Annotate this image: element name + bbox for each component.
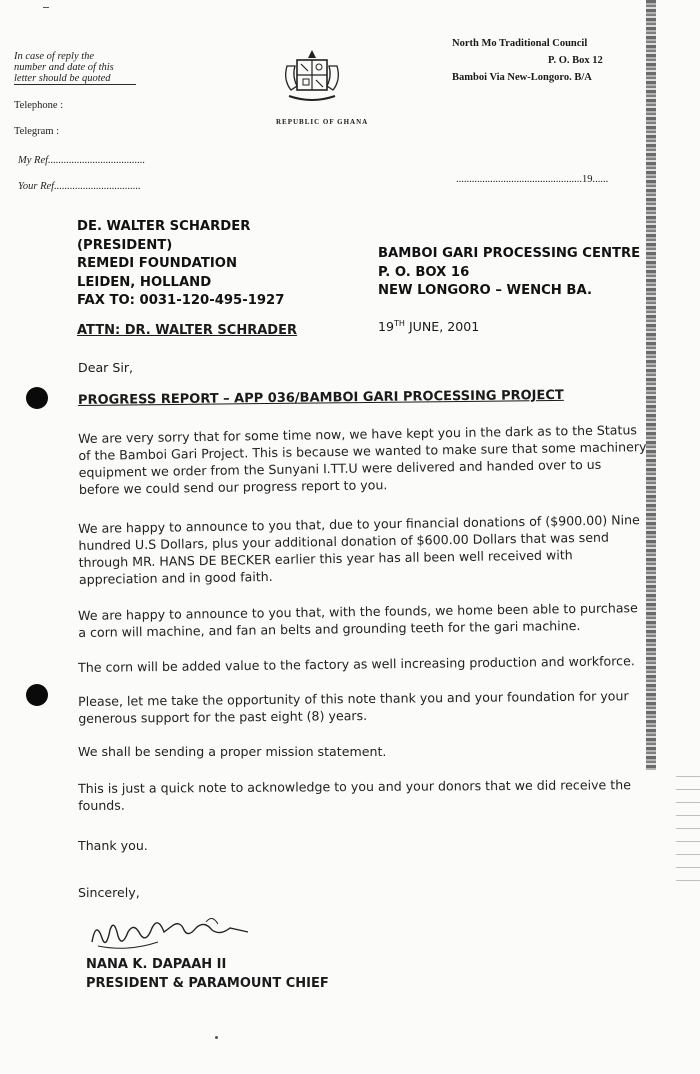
my-ref-label: My Ref..................................... [18,155,146,166]
date-rest: JUNE, 2001 [404,319,480,335]
recipient-line: LEIDEN, HOLLAND [77,274,212,290]
paragraph-line: generous support for the past eight (8) years. [78,707,368,726]
paragraph-7 [78,776,631,814]
scan-speck [43,7,49,8]
council-box: P. O. Box 12 [548,55,603,66]
reply-note-underline [14,84,136,85]
date-line: ................................................19...... [456,174,609,185]
recipient-line: DE. WALTER SCHARDER [77,219,251,234]
paragraph-6 [78,743,386,760]
sender-line: P. O. BOX 16 [378,264,470,280]
reply-note [14,51,114,84]
republic-label: REPUBLIC OF GHANA [276,118,369,126]
telephone-label: Telephone : [14,100,64,111]
paragraph-line: We are happy to announce to you that, due to your financial donations of ($900.00) Nine [78,512,640,536]
sender-line: BAMBOI GARI PROCESSING CENTRE [378,246,641,261]
paragraph-line: founds. [78,797,125,813]
paragraph-3 [78,599,638,641]
scan-noise [676,770,700,890]
sender-block [378,245,640,301]
paragraph-line: hundred U.S Dollars, plus your additional donation of $600.00 Dollars that was send [78,529,610,553]
closing: Sincerely, [78,885,140,900]
paragraph-line: equipment we order from the Sunyani I.TT.U were delivered and handed over to us [78,456,602,480]
signatory-name: NANA K. DAPAAH II [86,957,227,972]
paragraph-line: We shall be sending a proper mission statement. [78,744,387,759]
paragraph-line: Please, let me take the opportunity of this note thank you and your foundation for your [78,688,629,709]
telegram-label: Telegram : [14,126,60,137]
your-ref-label: Your Ref................................. [18,181,141,192]
punch-hole-bottom [26,684,48,706]
recipient-block [77,218,284,311]
recipient-line: REMEDI FOUNDATION [77,256,237,271]
paragraph-line: a corn will machine, and fan an belts and grounding teeth for the gari machine. [78,617,581,640]
subject-line: PROGRESS REPORT – APP 036/BAMBOI GARI PROCESSING PROJECT [77,387,564,408]
paragraph-line: The corn will be added value to the factory as well increasing production and workforce. [78,653,635,675]
punch-hole-top [26,387,48,409]
paragraph-2 [78,511,641,588]
paragraph-4 [78,652,635,676]
signatory-block [86,955,329,993]
paragraph-5 [78,687,629,727]
paragraph-line: appreciation and in good faith. [78,568,273,587]
council-address: Bamboi Via New-Longoro. B/A [452,72,592,83]
paragraph-line: before we could send our progress report to you. [78,477,388,497]
paragraph-line: through MR. HANS DE BECKER earlier this year has all been well received with [78,547,573,570]
date-day: 19 [378,319,395,335]
reply-note-line: In case of reply the [14,51,95,62]
recipient-line: (PRESIDENT) [77,237,173,253]
paragraph-1 [78,421,647,498]
recipient-line: FAX TO: 0031-120-495-1927 [77,293,285,308]
paragraph-line: This is just a quick note to acknowledge to you and your donors that we did receive the [78,777,631,796]
letter-date [378,319,479,334]
paragraph-line: We are happy to announce to you that, with the founds, we home been able to purchase [78,600,638,623]
scan-speck [215,1036,218,1039]
sender-line: NEW LONGORO – WENCH BA. [378,283,592,298]
attn-line: ATTN: DR. WALTER SCHRADER [77,323,297,338]
handwritten-signature-icon [88,912,258,956]
council-name: North Mo Traditional Council [452,38,588,49]
signatory-title: PRESIDENT & PARAMOUNT CHIEF [86,976,329,991]
salutation: Dear Sir, [78,360,134,375]
paragraph-line: of the Bamboi Gari Project. This is because we wanted to make sure that some machinery [78,439,647,463]
scan-edge [646,0,656,770]
reply-note-line: letter should be quoted [14,73,111,84]
coat-of-arms-icon [281,46,343,108]
reply-note-line: number and date of this [14,62,114,73]
date-suffix: TH [394,319,405,328]
thank-you: Thank you. [78,838,148,853]
paragraph-line: We are very sorry that for some time now, we have kept you in the dark as to the Status [78,422,638,446]
